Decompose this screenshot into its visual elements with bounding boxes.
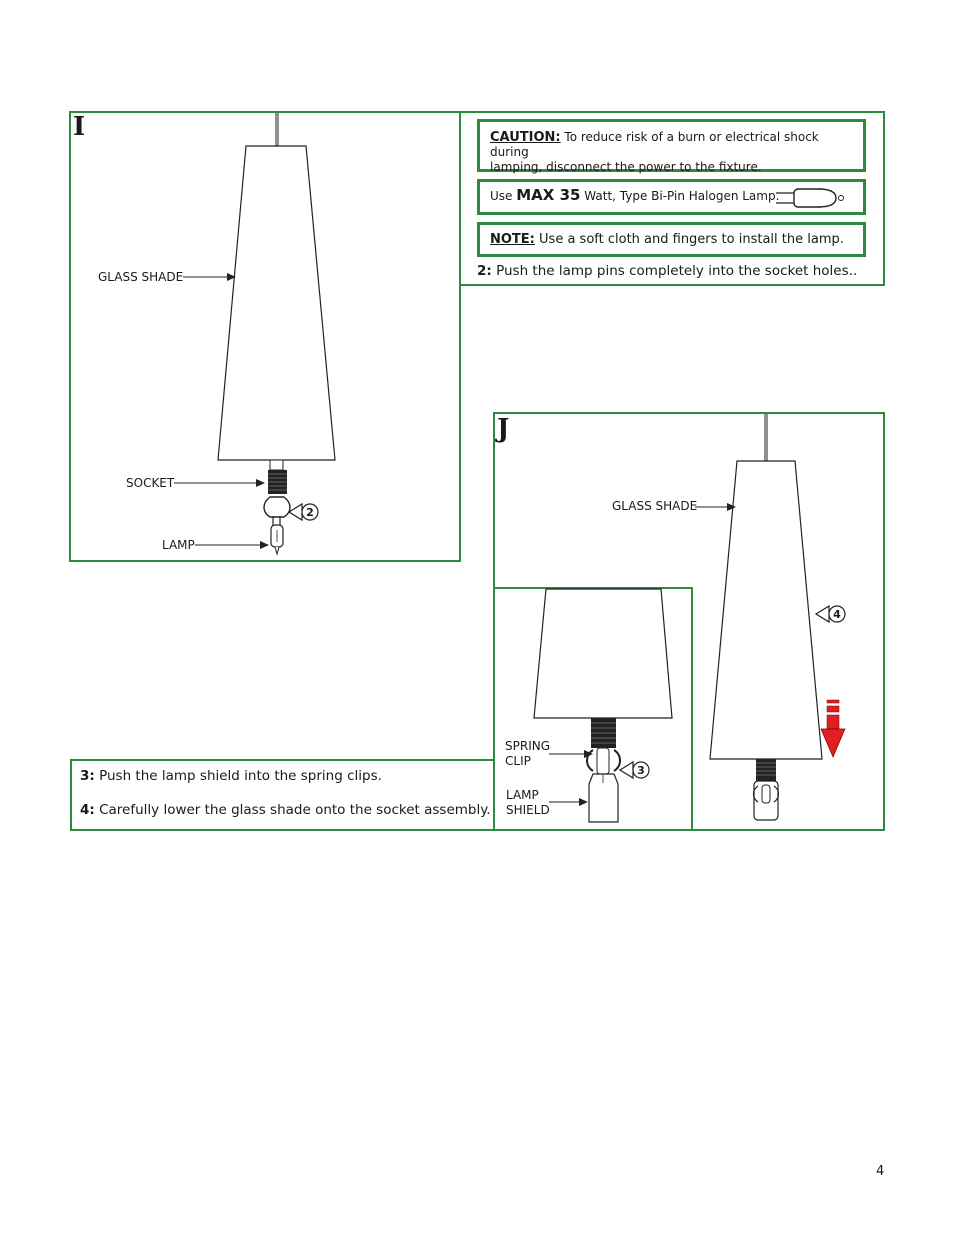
spring-clip-line-2: CLIP: [505, 754, 531, 768]
spring-clip-label: [505, 739, 550, 769]
panel-j-letter: J: [497, 414, 510, 444]
spring-clip-line-1: SPRING: [505, 739, 551, 753]
caution-heading: CAUTION:: [490, 130, 561, 145]
note-heading: NOTE:: [490, 232, 535, 247]
step-marker-4: 4: [833, 608, 841, 621]
step-3-text: [80, 768, 382, 785]
lamp-shield-label: [506, 788, 550, 818]
panel-i-letter: I: [73, 112, 86, 142]
page-number: 4: [876, 1164, 885, 1179]
step-4-number: 4:: [80, 802, 95, 818]
use-prefix: Use: [490, 189, 513, 203]
step-4-body: Carefully lower the glass shade onto the socket assembly.: [99, 802, 491, 818]
lamp-label-i: LAMP: [162, 538, 195, 552]
step-2-body: Push the lamp pins completely into the socket holes..: [496, 263, 858, 279]
max-wattage: MAX 35: [516, 186, 581, 204]
step-3-body: Push the lamp shield into the spring clips.: [99, 768, 382, 784]
step-3-number: 3:: [80, 768, 95, 784]
glass-shade-label-j: GLASS SHADE: [612, 499, 698, 513]
glass-shade-label-i: GLASS SHADE: [98, 270, 184, 284]
step-marker-2: 2: [306, 506, 314, 519]
step-2-number: 2:: [477, 263, 492, 279]
step-4-text: [80, 802, 491, 819]
step-marker-3: 3: [637, 764, 645, 777]
lamp-shield-line-1: LAMP: [506, 788, 539, 802]
lamp-shield-line-2: SHIELD: [506, 803, 550, 817]
caution-line-2: lamping, disconnect the power to the fixture.: [490, 160, 762, 174]
use-suffix: Watt, Type Bi-Pin Halogen Lamp.: [584, 189, 780, 203]
note-body: Use a soft cloth and fingers to install the lamp.: [539, 232, 844, 247]
socket-label: SOCKET: [126, 476, 175, 490]
caution-line-1: To reduce risk of a burn or electrical shock during: [490, 130, 819, 159]
